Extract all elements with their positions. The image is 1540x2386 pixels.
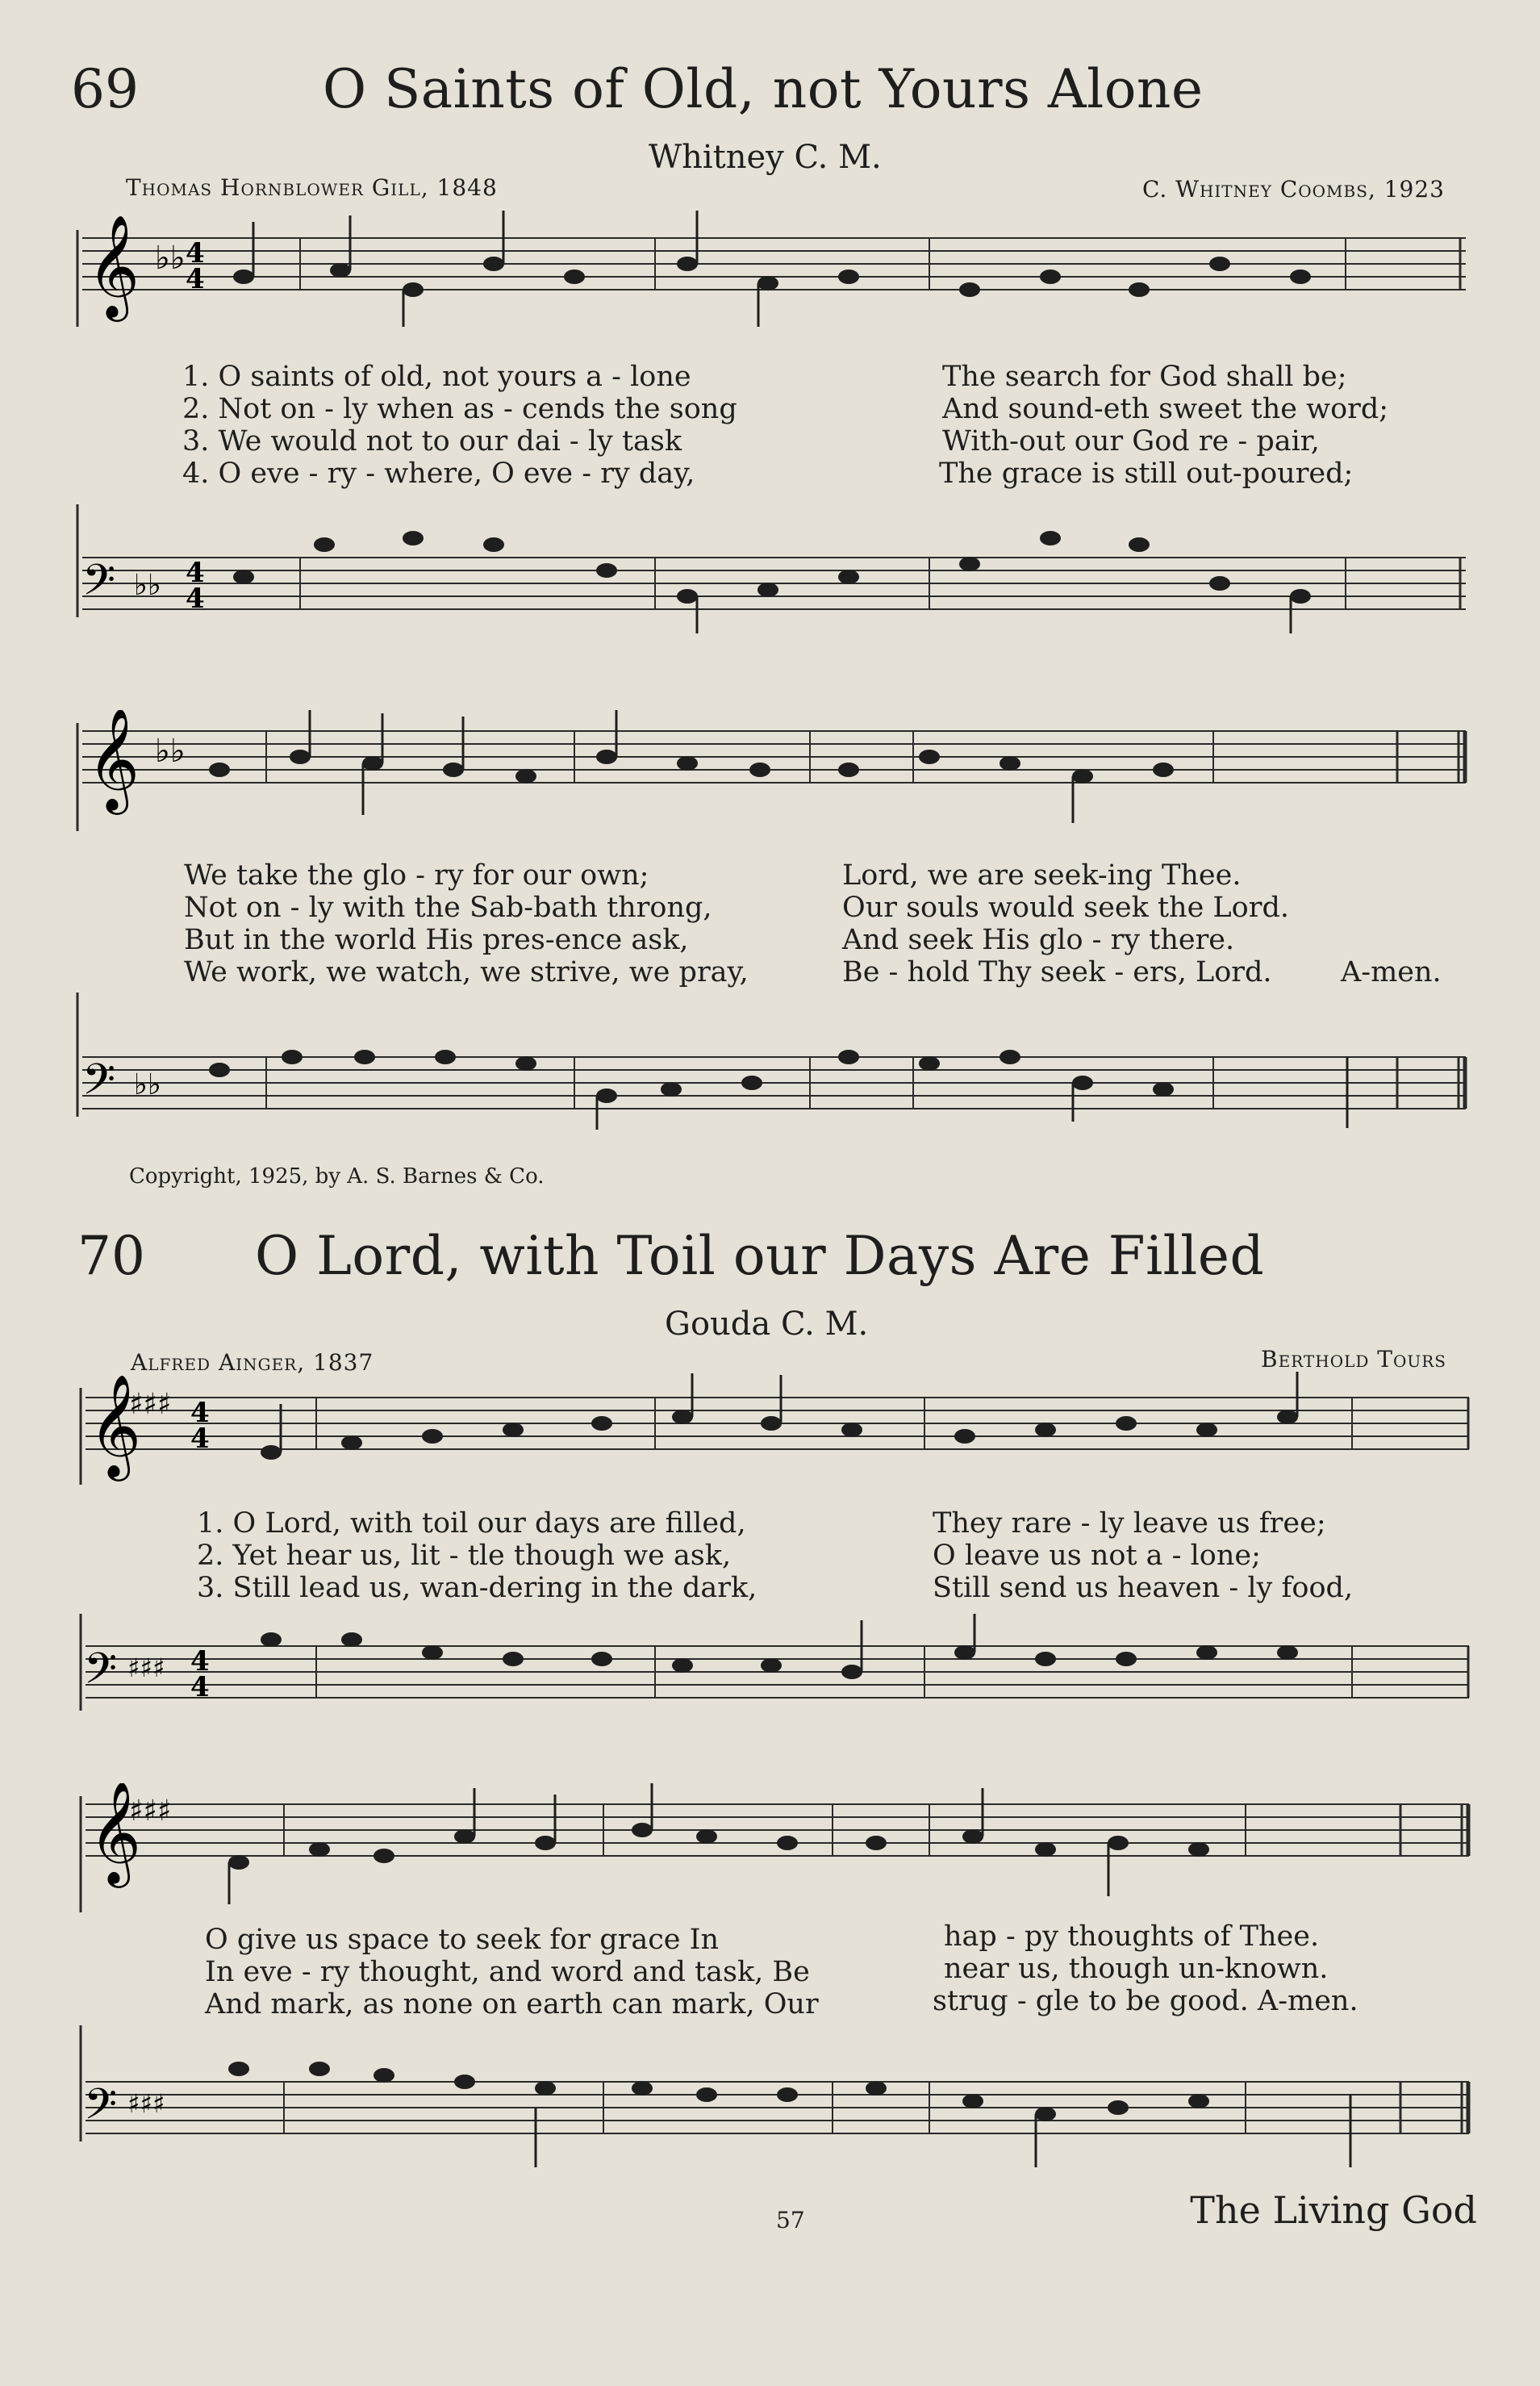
- verse-line-left: Not on - ly with the Sab-bath throng,: [184, 892, 712, 924]
- svg-text:4: 4: [190, 1671, 210, 1703]
- verse-line-right: They rare - ly leave us free;: [933, 1507, 1326, 1540]
- svg-text:𝄞: 𝄞: [89, 1373, 142, 1477]
- tune-name: Whitney C. M.: [649, 139, 882, 176]
- svg-text:4: 4: [186, 237, 205, 270]
- tune-name: Gouda C. M.: [665, 1306, 869, 1343]
- author-credit: Alfred Ainger, 1837: [131, 1349, 374, 1376]
- verse-line-left: We work, we watch, we strive, we pray,: [184, 956, 749, 988]
- verse-line-right: Our souls would seek the Lord.: [842, 892, 1289, 924]
- svg-text:4: 4: [186, 557, 205, 589]
- hymn-title: O Saints of Old, not Yours Alone: [323, 58, 1204, 120]
- verse-line-left: 3. Still lead us, wan-dering in the dark,: [197, 1572, 757, 1604]
- svg-text:𝄞: 𝄞: [89, 1783, 142, 1883]
- svg-text:𝄞: 𝄞: [87, 214, 140, 317]
- verse-line-right: With-out our God re - pair,: [942, 425, 1320, 458]
- composer-credit: Berthold Tours: [1261, 1346, 1446, 1373]
- hymn-title: O Lord, with Toil our Days Are Filled: [255, 1225, 1265, 1287]
- svg-text:♭♭: ♭♭: [134, 1068, 161, 1101]
- svg-text:♯♯♯: ♯♯♯: [127, 2088, 165, 2119]
- svg-text:♭♭: ♭♭: [155, 240, 186, 277]
- bass-staff: [77, 1614, 1473, 1735]
- svg-text:♭♭: ♭♭: [155, 733, 186, 770]
- verse-line-left: 1. O Lord, with toil our days are filled,: [197, 1507, 746, 1540]
- bass-staff: [77, 2025, 1473, 2171]
- verse-line-right: strug - gle to be good. A-men.: [933, 1985, 1358, 2017]
- verse-line-left: 4. O eve - ry - where, O eve - ry day,: [182, 458, 695, 490]
- verse-line-right: near us, though un-known.: [944, 1953, 1329, 1985]
- hymn-number: 69: [71, 58, 139, 120]
- verse-line-left: 1. O saints of old, not yours a - lone: [182, 361, 691, 393]
- svg-text:4: 4: [186, 583, 205, 615]
- verse-line-left: 2. Not on - ly when as - cends the song: [182, 393, 737, 425]
- svg-text:𝄢: 𝄢: [84, 1644, 118, 1704]
- svg-text:4: 4: [190, 1645, 210, 1678]
- verse-line-right: And sound-eth sweet the word;: [942, 393, 1389, 425]
- svg-text:♭♭: ♭♭: [134, 569, 161, 602]
- verse-line-left: In eve - ry thought, and word and task, Be: [205, 1956, 810, 1988]
- page-number: 57: [776, 2207, 805, 2233]
- verse-line-left: 2. Yet hear us, lit - tle though we ask,: [197, 1540, 732, 1572]
- svg-text:4: 4: [190, 1397, 210, 1429]
- bass-staff: [74, 992, 1470, 1130]
- section-heading: The Living God: [1190, 2188, 1477, 2232]
- hymn-number: 70: [77, 1225, 145, 1287]
- amen-text: A-men.: [1341, 956, 1442, 988]
- verse-line-right: The search for God shall be;: [942, 361, 1347, 393]
- svg-text:𝄢: 𝄢: [82, 556, 116, 616]
- verse-line-right: hap - py thoughts of Thee.: [944, 1920, 1320, 1953]
- author-credit: Thomas Hornblower Gill, 1848: [126, 174, 498, 201]
- treble-staff: [77, 1372, 1473, 1493]
- svg-text:𝄢: 𝄢: [84, 2080, 118, 2140]
- bass-staff: [74, 504, 1470, 633]
- treble-staff: [74, 710, 1470, 839]
- svg-text:♯♯♯: ♯♯♯: [129, 1388, 172, 1421]
- svg-text:4: 4: [190, 1423, 210, 1455]
- treble-staff: [77, 1783, 1473, 1920]
- svg-text:𝄢: 𝄢: [82, 1055, 116, 1115]
- verse-line-right: Be - hold Thy seek - ers, Lord.: [842, 956, 1272, 988]
- verse-line-left: We take the glo - ry for our own;: [184, 859, 649, 892]
- composer-credit: C. Whitney Coombs, 1923: [1141, 176, 1445, 203]
- svg-text:♯♯♯: ♯♯♯: [129, 1795, 172, 1828]
- verse-line-right: O leave us not a - lone;: [933, 1540, 1261, 1572]
- verse-line-right: And seek His glo - ry there.: [842, 924, 1235, 956]
- treble-staff: [74, 206, 1470, 327]
- svg-text:𝄞: 𝄞: [87, 710, 140, 810]
- verse-line-left: O give us space to seek for grace In: [205, 1924, 720, 1956]
- copyright-notice: Copyright, 1925, by A. S. Barnes & Co.: [129, 1164, 545, 1189]
- verse-line-left: And mark, as none on earth can mark, Our: [205, 1988, 819, 2020]
- verse-line-right: The grace is still out-poured;: [939, 458, 1354, 490]
- verse-line-right: Lord, we are seek-ing Thee.: [842, 859, 1242, 892]
- verse-line-right: Still send us heaven - ly food,: [933, 1572, 1354, 1604]
- svg-text:♯♯♯: ♯♯♯: [127, 1653, 165, 1683]
- svg-text:4: 4: [186, 263, 205, 295]
- verse-line-left: 3. We would not to our dai - ly task: [182, 425, 682, 458]
- verse-line-left: But in the world His pres-ence ask,: [184, 924, 689, 956]
